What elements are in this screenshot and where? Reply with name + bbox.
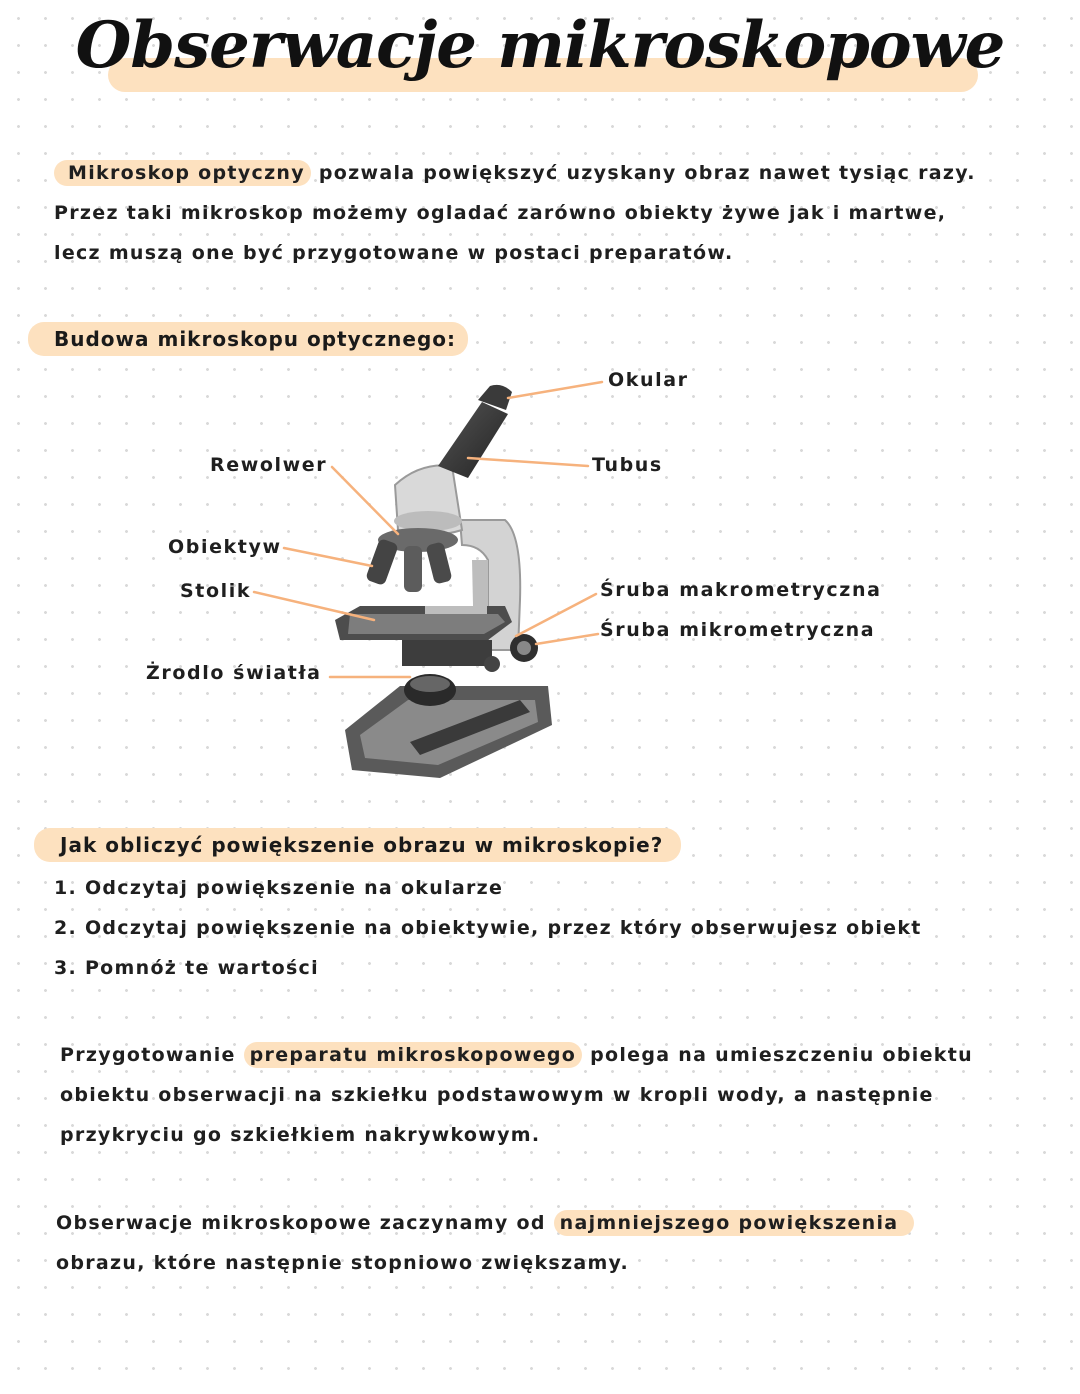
observation-paragraph	[56, 1203, 914, 1283]
intro-paragraph	[54, 153, 976, 273]
preparation-text-before: Przygotowanie	[60, 1044, 244, 1066]
preparation-highlight: preparatu mikroskopowego	[244, 1042, 583, 1068]
observation-highlight: najmniejszego powiększenia	[554, 1210, 915, 1236]
leader-rewolwer	[332, 467, 398, 534]
label-zrodlo-swiatla: Żrodlo światła	[146, 662, 322, 684]
leader-tubus	[468, 458, 588, 466]
preparation-line3: przykryciu go szkiełkiem nakrywkowym.	[60, 1124, 541, 1146]
leader-makro	[516, 594, 596, 636]
preparation-text-after: polega na umieszczeniu obiektu	[582, 1044, 973, 1066]
magnification-heading: Jak obliczyć powiększenie obrazu w mikroskopie?	[34, 828, 681, 862]
label-sruba-mikrometryczna: Śruba mikrometryczna	[600, 619, 876, 641]
label-tubus: Tubus	[592, 454, 663, 476]
label-rewolwer: Rewolwer	[210, 454, 328, 476]
step-2: 2. Odczytaj powiększenie na obiektywie, przez który obserwujesz obiekt	[54, 917, 922, 939]
intro-line1-text: pozwala powiększyć uzyskany obraz nawet tysiąc razy.	[310, 162, 976, 184]
label-stolik: Stolik	[180, 580, 252, 602]
leader-obiektyw	[284, 548, 372, 566]
intro-line3: lecz muszą one być przygotowane w postaci preparatów.	[54, 242, 734, 264]
preparation-paragraph	[60, 1035, 973, 1155]
leader-mikro	[536, 634, 598, 644]
page-title: Obserwacje mikroskopowe	[75, 8, 1005, 83]
step-1: 1. Odczytaj powiększenie na okularze	[54, 877, 504, 899]
magnification-steps	[54, 868, 922, 988]
microscope-illustration	[335, 385, 552, 778]
observation-line2: obrazu, które następnie stopniowo zwiększamy.	[56, 1252, 630, 1274]
label-okular: Okular	[608, 369, 689, 391]
leader-okular	[508, 382, 602, 398]
step-3: 3. Pomnóż te wartości	[54, 957, 319, 979]
label-obiektyw: Obiektyw	[168, 536, 282, 558]
label-sruba-makrometryczna: Śruba makrometryczna	[600, 579, 882, 601]
leader-stolik	[254, 592, 374, 620]
structure-heading: Budowa mikroskopu optycznego:	[28, 322, 468, 356]
observation-text-before: Obserwacje mikroskopowe zaczynamy od	[56, 1212, 554, 1234]
intro-line2: Przez taki mikroskop możemy ogladać zarówno obiekty żywe jak i martwe,	[54, 202, 947, 224]
intro-highlight: Mikroskop optyczny	[54, 160, 311, 186]
preparation-line2: obiektu obserwacji na szkiełku podstawowym w kropli wody, a następnie	[60, 1084, 934, 1106]
